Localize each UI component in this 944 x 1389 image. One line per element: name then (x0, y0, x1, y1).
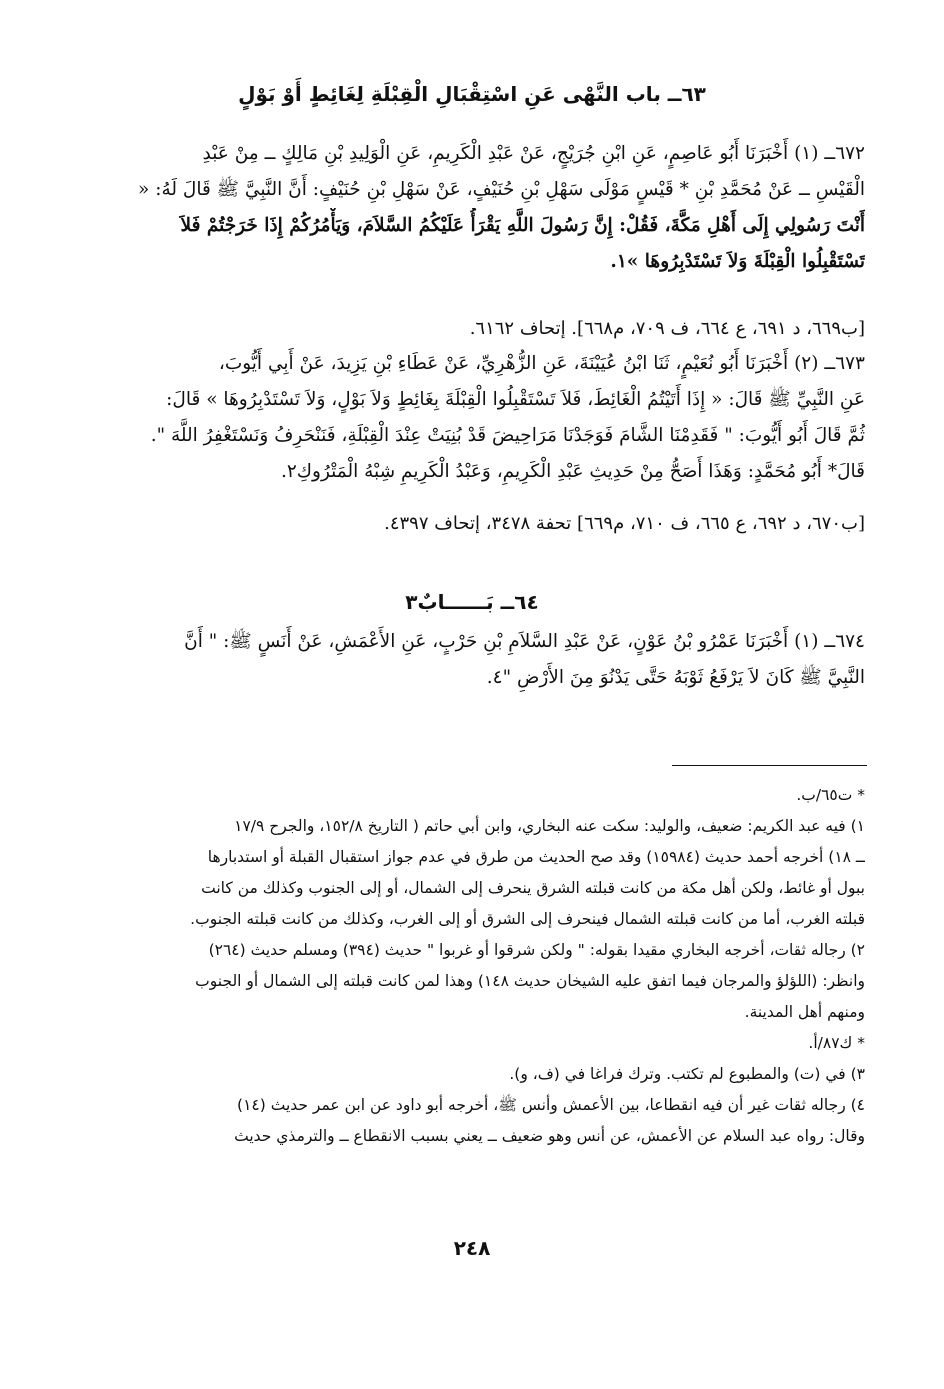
hadith-674-line-1: ٦٧٤ــ (١) أَخْبَرَنَا عَمْرُو بْنُ عَوْنٍ، عَنْ عَبْدِ السَّلاَمِ بْنِ حَرْبٍ، عَنِ الأَعْمَشِ، عَنْ أَنَسٍ ﷺ: " أَنَّ (184, 631, 865, 652)
hadith-672-references: [ب٦٦٩، د ٦٩١، ع ٦٦٤، ف ٧٠٩، م٦٦٨]. إتحاف ٦١٦٢. (469, 318, 865, 339)
hadith-673-line-2: عَنِ النَّبِيِّ ﷺ قَالَ: « إِذَا أَتَيْتُمُ الْغَائِطَ، فَلاَ تَسْتَقْبِلُوا الْقِبْلَةَ بِغَائِطٍ وَلاَ بَوْلٍ، وَلاَ تَسْتَدْبِرُوهَا » قَالَ: (166, 389, 865, 410)
chapter-63-title: ٦٣ــ باب النَّهْى عَنِ اسْتِقْبَالِ الْقِبْلَةِ لِغَائِطٍ أَوْ بَوْلٍ (238, 82, 706, 106)
footnote-2-line-2: وانظر: (اللؤلؤ والمرجان فيما اتفق عليه الشيخان حديث ١٤٨) وهذا لمن كانت قبلته إلى الشمال أو الجنوب (195, 972, 865, 990)
footnote-4-line-1: ٤) رجاله ثقات غير أن فيه انقطاعا، بين الأعمش وأنس ﷺ، أخرجه أبو داود عن ابن عمر حديث (١٤) (237, 1096, 865, 1114)
footnote-1-line-4: قبلته الغرب، أما من كانت قبلته الشمال فينحرف إلى الشرق أو إلى الغرب، وكذلك من كانت قبلته الجنوب. (190, 910, 865, 928)
hadith-673-line-1: ٦٧٣ــ (٢) أَخْبَرَنَا أَبُو نُعَيْمٍ، ثَنَا ابْنُ عُيَيْنَةَ، عَنِ الزُّهْرِيِّ، عَنْ عَطَاءِ بْنِ يَزِيدَ، عَنْ أَبِي أَيُّوبَ، (218, 353, 865, 374)
footnote-1-line-3: ببول أو غائط، ولكن أهل مكة من كانت قبلته الشرق ينحرف إلى الشمال، أو إلى الجنوب وكذلك من كانت (201, 879, 865, 897)
footnote-marker-t65b: * ت٦٥/ب. (796, 786, 865, 804)
hadith-673-references: [ب٦٧٠، د ٦٩٢، ع ٦٦٥، ف ٧١٠، م٦٦٩] تحفة ٣٤٧٨، إتحاف ٤٣٩٧. (384, 513, 865, 534)
hadith-672-line-1: ٦٧٢ــ (١) أَخْبَرَنَا أَبُو عَاصِمٍ، عَنِ ابْنِ جُرَيْجٍ، عَنْ عَبْدِ الْكَرِيمِ، عَنِ الْوَلِيدِ بْنِ مَالِكٍ ــ مِنْ عَبْدِ (202, 143, 865, 164)
hadith-672-line-4: تَسْتَقْبِلُوا الْقِبْلَةَ وَلاَ تَسْتَدْبِرُوهَا »١. (610, 251, 865, 272)
footnote-separator (672, 765, 867, 766)
footnotes (82, 780, 865, 1152)
hadith-673-line-3: ثُمَّ قَالَ أَبُو أَيُّوبَ: " فَقَدِمْنَا الشَّامَ فَوَجَدْنَا مَرَاحِيضَ قَدْ بُنِيَتْ عِنْدَ الْقِبْلَةِ، فَنَنْحَرِفُ وَنَسْتَغْفِرُ اللَّهَ ". (150, 425, 865, 446)
footnote-2-line-1: ٢) رجاله ثقات، أخرجه البخاري مقيدا بقوله: " ولكن شرقوا أو غربوا " حديث (٣٩٤) ومسلم حديث (٢٦٤) (208, 941, 865, 959)
hadith-672-line-3: أَنْتَ رَسُولِي إِلَى أَهْلِ مَكَّةَ، فَقُلْ: إِنَّ رَسُولَ اللَّهِ يَقْرَأُ عَلَيْكُمُ السَّلاَمَ، وَيَأْمُرُكُمْ إِذَا خَرَجْتُمْ فَلاَ (180, 215, 865, 236)
chapter-64-title: ٦٤ــ بَــــــابٌ٣ (405, 590, 539, 614)
hadith-672 (82, 136, 865, 280)
hadith-672-line-2: الْقَيْسِ ــ عَنْ مُحَمَّدِ بْنِ * قَيْسٍ مَوْلَى سَهْلِ بْنِ حُنَيْفٍ، عَنْ سَهْلِ بْنِ حُنَيْفٍ: أَنَّ النَّبِيَّ ﷺ قَالَ لَهُ: « (138, 179, 865, 200)
hadith-673-line-4: قَالَ* أَبُو مُحَمَّدٍ: وَهَذَا أَصَحُّ مِنْ حَدِيثِ عَبْدِ الْكَرِيمِ، وَعَبْدُ الْكَرِيمِ شِبْهُ الْمَتْرُوكِ٢. (280, 461, 865, 482)
footnote-4-line-2: وقال: رواه عبد السلام عن الأعمش، عن أنس وهو ضعيف ــ يعني بسبب الانقطاع ــ والترمذي حديث (234, 1127, 865, 1145)
hadith-674 (82, 624, 865, 696)
footnote-marker-k87a: * ك٨٧/أ. (808, 1034, 865, 1052)
hadith-673 (82, 346, 865, 490)
footnote-3: ٣) في (ت) والمطبوع لم تكتب. وترك فراغا في (ف، و). (509, 1065, 865, 1083)
footnote-1-line-1: ١) فيه عبد الكريم: ضعيف، والوليد: سكت عنه البخاري، وابن أبي حاتم ( التاريخ ١٥٢/٨، والجرح ١٧/٩ (234, 817, 865, 835)
footnote-2-line-3: ومنهم أهل المدينة. (744, 1003, 865, 1021)
footnote-1-line-2: ــ ١٨) أخرجه أحمد حديث (١٥٩٨٤) وقد صح الحديث من طرق في عدم جواز استقبال القبلة أو استدبارها (207, 848, 865, 866)
hadith-674-line-2: النَّبِيَّ ﷺ كَانَ لاَ يَرْفَعُ ثَوْبَهُ حَتَّى يَدْنُوَ مِنَ الأَرْضِ "٤. (486, 667, 865, 688)
page-number: ٢٤٨ (453, 1236, 491, 1260)
